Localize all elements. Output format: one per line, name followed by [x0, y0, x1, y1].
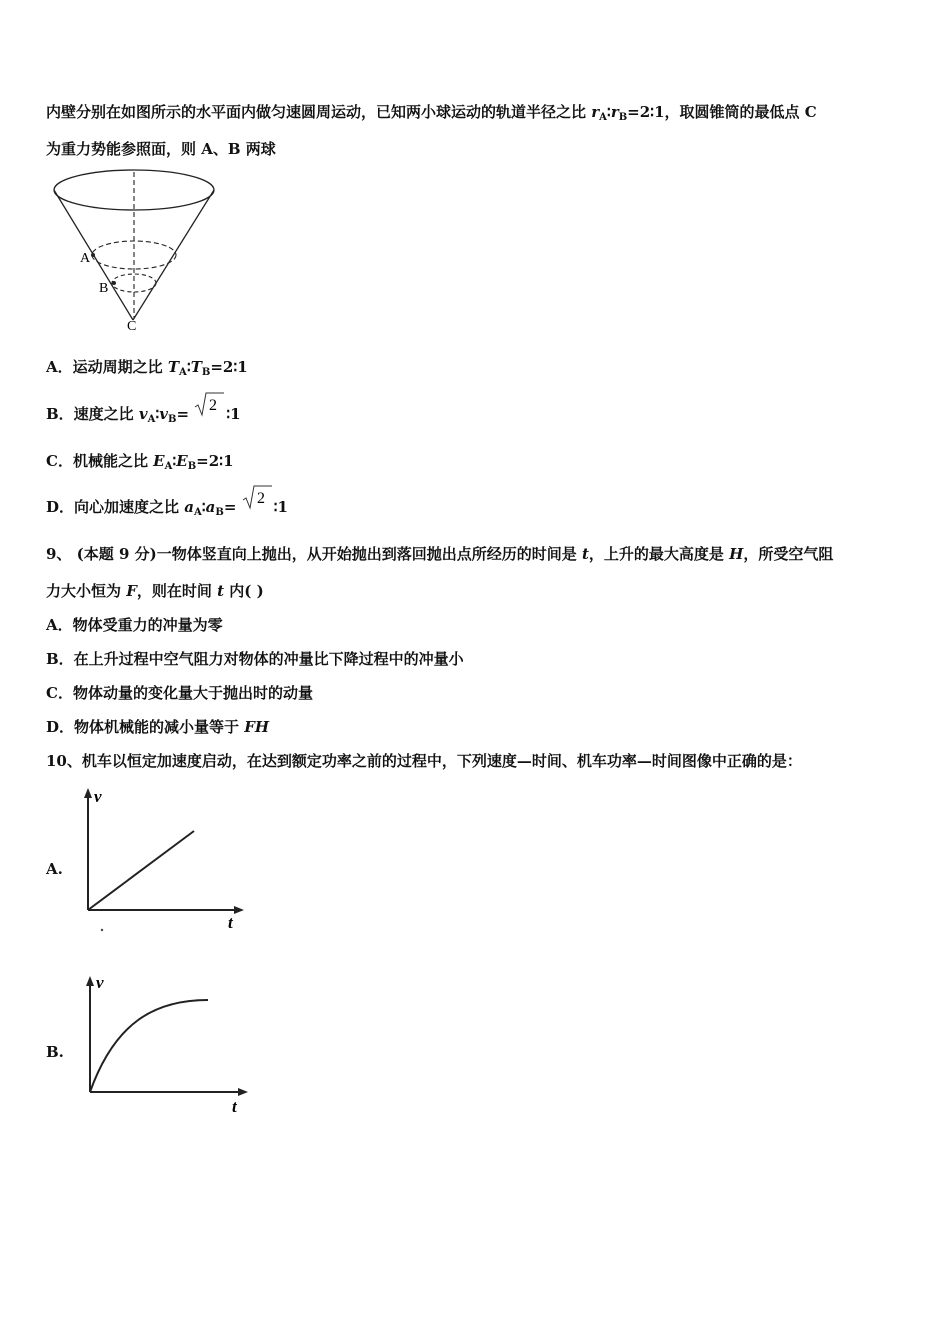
- var: T: [167, 358, 180, 376]
- series-curve-b: [90, 1000, 208, 1092]
- var: v: [159, 405, 169, 423]
- sqrt-two: [194, 397, 226, 425]
- graph-b: [80, 970, 255, 1122]
- q9-option-b: B．在上升过程中空气阻力对物体的冲量比下降过程中的冲量小: [46, 650, 464, 668]
- sub: B: [201, 367, 211, 378]
- graph-a: [78, 786, 253, 938]
- svg-text:2: 2: [209, 397, 218, 414]
- var-fh: FH: [244, 718, 270, 736]
- text: 力大小恒为: [46, 582, 127, 600]
- sub: B: [168, 414, 177, 425]
- cone-figure: [50, 168, 220, 337]
- sub-b: B: [618, 112, 628, 123]
- text: ，则在时间: [136, 582, 218, 600]
- text: 内( ): [224, 582, 264, 600]
- var: v: [138, 405, 148, 423]
- q9-stem-line-2: [46, 581, 264, 601]
- q10-option-a-label: A.: [46, 860, 63, 878]
- var-t: t: [581, 545, 589, 563]
- axis-y-label: v: [94, 787, 102, 806]
- axis-x-label: t: [228, 913, 233, 932]
- colon: ∶: [186, 358, 191, 376]
- var: E: [153, 452, 165, 470]
- sub: B: [215, 507, 224, 518]
- option-text: C．机械能之比: [46, 452, 154, 470]
- ratio-tail: =2∶1，取圆锥筒的最低点 C: [627, 103, 817, 121]
- q8-option-d: [46, 490, 288, 523]
- q9-option-c: C．物体动量的变化量大于抛出时的动量: [46, 684, 313, 702]
- q8-option-b: [46, 397, 241, 430]
- q10-stem: 10、机车以恒定加速度启动，在达到额定功率之前的过程中，下列速度—时间、机车功率—时间图像中正确的是：: [46, 752, 802, 770]
- colon: ∶: [172, 452, 177, 470]
- q8-option-a: [46, 357, 248, 383]
- label-b: B: [99, 281, 109, 296]
- q8-option-c: [46, 451, 234, 477]
- axis-x-label: t: [232, 1097, 237, 1116]
- eq: =: [223, 498, 237, 516]
- axis-y-label: v: [96, 973, 104, 992]
- sub: A: [179, 367, 187, 378]
- sqrt-two: [242, 490, 274, 518]
- intro-text: 内壁分别在如图所示的水平面内做匀速圆周运动，已知两小球运动的轨道半径之比: [46, 103, 592, 121]
- var-r: r: [610, 103, 619, 121]
- colon: ∶: [201, 498, 206, 516]
- series-line-a: [88, 831, 194, 910]
- var-t: t: [217, 582, 225, 600]
- sub: A: [147, 414, 156, 425]
- q9-option-d: [46, 717, 269, 737]
- q9-stem-line-1: [46, 544, 833, 564]
- text: 9、 (本题 9 分)一物体竖直向上抛出，从开始抛出到落回抛出点所经历的时间是: [46, 545, 582, 563]
- sub-a: A: [599, 112, 607, 123]
- tail: ∶1: [226, 405, 241, 423]
- option-text: B．速度之比: [46, 405, 139, 423]
- intro-line-1: [46, 102, 817, 128]
- sub: A: [164, 461, 173, 472]
- text: ，所受空气阻: [743, 545, 834, 563]
- svg-text:2: 2: [256, 490, 265, 507]
- tail: =2∶1: [210, 358, 248, 376]
- var: a: [184, 498, 194, 516]
- tail: =2∶1: [196, 452, 234, 470]
- colon: ∶: [155, 405, 160, 423]
- text: ，上升的最大高度是: [588, 545, 730, 563]
- eq: =: [176, 405, 190, 423]
- var: T: [190, 358, 202, 376]
- var-r: r: [591, 103, 600, 121]
- q10-option-b-label: B.: [46, 1043, 64, 1061]
- var: E: [176, 452, 188, 470]
- label-a: A: [80, 251, 91, 266]
- colon: ∶: [606, 103, 611, 121]
- sub: A: [193, 507, 202, 518]
- var-h: H: [729, 545, 744, 563]
- sub: B: [187, 461, 197, 472]
- var-f: F: [126, 582, 137, 600]
- option-text: A．运动周期之比: [46, 358, 168, 376]
- tail: ∶1: [273, 498, 288, 516]
- var: a: [205, 498, 216, 516]
- q9-option-a: A．物体受重力的冲量为零: [46, 616, 223, 634]
- text: D．物体机械能的减小量等于: [46, 718, 245, 736]
- option-text: D．向心加速度之比: [46, 498, 185, 516]
- intro-line-2: 为重力势能参照面，则 A、B 两球: [46, 140, 276, 158]
- label-c: C: [127, 319, 137, 333]
